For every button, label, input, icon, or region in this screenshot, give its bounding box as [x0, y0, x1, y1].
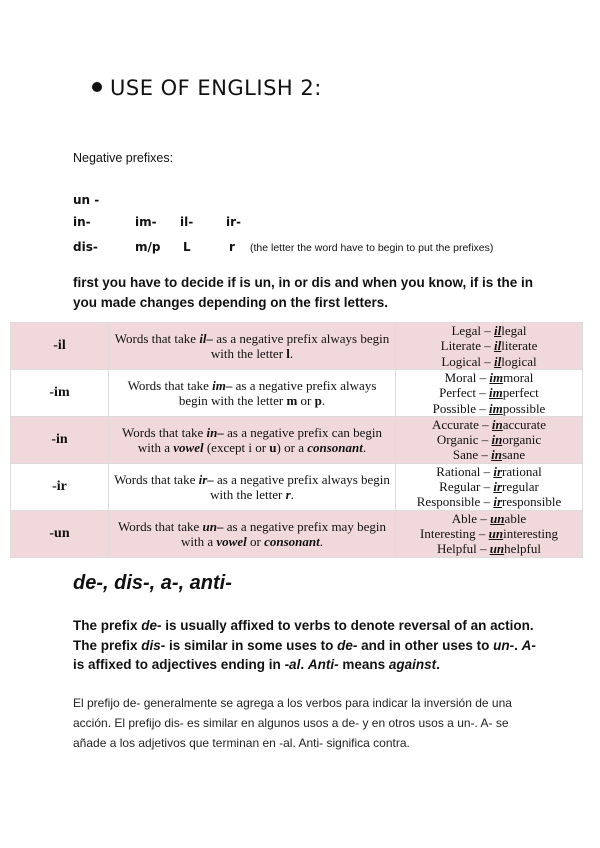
table-examples-cell: [396, 323, 583, 370]
description-text: as a negative prefix always begin with the letter: [210, 471, 390, 502]
table-prefix-cell: -ir: [11, 463, 109, 510]
letter-mp: m/p: [135, 240, 161, 254]
description-text: as a negative prefix may begin with a: [181, 518, 386, 549]
prefix-ir: ir-: [226, 215, 242, 229]
table-description-cell: [109, 510, 396, 557]
description-text: or: [297, 392, 315, 408]
example-base-word: Logical –: [441, 353, 495, 369]
example-prefix: il: [494, 338, 502, 354]
example-prefix: un: [489, 541, 505, 557]
example-prefix: ir: [493, 463, 502, 479]
description-text: u: [269, 439, 277, 455]
description-text: vowel: [173, 439, 204, 455]
table-row: [11, 370, 583, 417]
example-prefix: ir: [493, 494, 502, 510]
paragraph-text: -al: [284, 657, 301, 672]
example-root: moral: [503, 370, 534, 385]
example-prefix: in: [491, 432, 503, 448]
description-text: m: [286, 392, 298, 408]
prefix-in: in-: [73, 215, 91, 229]
description-text: il–: [199, 331, 214, 346]
description-text: as a negative prefix always begin with the letter: [178, 377, 377, 408]
description-text: consonant: [307, 439, 363, 455]
prefix-un: un -: [73, 193, 100, 207]
description-text: consonant: [264, 533, 320, 549]
example-base-word: Literate –: [440, 338, 495, 354]
paragraph-text: means: [338, 657, 389, 672]
instruction-text: first you have to decide if is un, in or dis and when you know, if is the in you made changes depending on the first letters.: [73, 275, 534, 310]
prefix-dis: dis-: [73, 240, 98, 254]
example-prefix: un: [490, 510, 505, 526]
table-row: [11, 416, 583, 463]
example-word: [396, 417, 582, 432]
example-base-word: Interesting –: [420, 525, 489, 541]
example-root: accurate: [502, 416, 547, 432]
description-text: .: [290, 486, 294, 502]
example-prefix: im: [489, 370, 504, 385]
paragraph-text: The prefix: [73, 618, 142, 633]
example-root: regular: [502, 479, 539, 495]
example-root: perfect: [502, 385, 539, 401]
example-root: responsible: [502, 494, 562, 510]
example-base-word: Able –: [451, 510, 491, 526]
example-base-word: Helpful –: [436, 541, 490, 557]
prefix-im: im-: [135, 215, 157, 229]
example-root: possible: [502, 400, 546, 416]
example-word: [396, 401, 582, 416]
description-text: vowel: [216, 533, 247, 549]
paragraph-text: is affixed to adjectives ending in: [73, 657, 285, 672]
table-row: [11, 510, 583, 557]
description-text: .: [319, 533, 323, 549]
example-prefix: il: [494, 323, 502, 339]
example-base-word: Legal –: [451, 323, 495, 339]
paragraph-text: .: [514, 637, 522, 653]
table-prefix-cell: -il: [11, 323, 109, 370]
description-text: as a negative prefix always begin with the letter: [210, 331, 390, 361]
prefix-note: (the letter the word have to begin to put the prefixes): [250, 242, 494, 254]
prefix-il: il-: [180, 215, 194, 229]
description-text: Words that take: [118, 518, 203, 534]
example-root: logical: [501, 353, 537, 369]
example-base-word: Organic –: [436, 432, 492, 448]
page-title: [92, 76, 322, 100]
paragraph-text: is usually affixed to verbs to denote reversal of an action. The prefix: [73, 618, 534, 653]
paragraph-text: and in other uses to: [357, 637, 494, 653]
example-word: [396, 541, 582, 556]
example-word: [396, 447, 582, 462]
example-word: [396, 526, 582, 541]
spanish-paragraph: El prefijo de- generalmente se agrega a los verbos para indicar la inversión de una acción. El prefijo dis- es similar en algunos usos a de- y en otros usos a un-. A- se añade a los adjetivos que terminan en -al. Anti- significa contra.: [73, 696, 512, 750]
description-text: l: [286, 346, 290, 361]
prefix-table-body: [11, 323, 583, 558]
table-description-cell: [109, 370, 396, 417]
example-prefix: il: [494, 353, 502, 369]
example-base-word: Responsible –: [416, 494, 494, 510]
description-text: in–: [206, 424, 224, 440]
page-title-text: USE OF ENGLISH 2:: [110, 76, 322, 100]
table-description-cell: [109, 323, 396, 370]
example-prefix: in: [491, 447, 502, 463]
description-text: Words that take: [127, 377, 213, 393]
example-word: [396, 494, 582, 509]
example-word: [396, 385, 582, 400]
description-text: ) or a: [276, 439, 308, 455]
description-text: Words that take: [114, 331, 200, 346]
paragraph-text: against: [388, 657, 437, 672]
example-base-word: Perfect –: [439, 385, 489, 401]
description-text: or: [246, 533, 265, 549]
table-description-cell: [109, 463, 396, 510]
example-root: sane: [502, 447, 526, 463]
example-base-word: Accurate –: [431, 416, 492, 432]
example-word: [396, 511, 582, 526]
example-word: [396, 370, 582, 385]
example-word: [396, 432, 582, 447]
example-root: rational: [502, 463, 542, 479]
section-title: de-, dis-, a-, anti-: [73, 572, 232, 594]
description-text: p: [314, 392, 322, 408]
example-root: able: [504, 510, 527, 526]
example-base-word: Moral –: [444, 370, 490, 385]
example-word: [396, 354, 582, 369]
example-prefix: ir: [493, 479, 502, 495]
letter-l: L: [183, 240, 191, 254]
table-description-cell: [109, 416, 396, 463]
example-root: literate: [501, 338, 538, 354]
description-text: im–: [212, 377, 233, 393]
negative-prefixes-heading: Negative prefixes:: [73, 151, 174, 165]
description-text: r: [285, 486, 291, 502]
example-root: helpful: [504, 541, 541, 557]
example-prefix: im: [488, 385, 503, 401]
example-root: legal: [501, 323, 527, 339]
example-root: interesting: [503, 525, 558, 541]
example-prefix: un: [488, 525, 504, 541]
description-text: Words that take: [122, 424, 207, 440]
table-examples-cell: [396, 510, 583, 557]
example-word: [396, 323, 582, 338]
table-row: [11, 463, 583, 510]
description-text: .: [321, 392, 326, 408]
table-prefix-cell: -im: [11, 370, 109, 417]
example-root: organic: [502, 432, 542, 448]
table-examples-cell: [396, 416, 583, 463]
paragraph-text: .: [300, 657, 308, 672]
example-base-word: Sane –: [452, 447, 492, 463]
description-text: un–: [202, 518, 224, 534]
description-text: .: [362, 439, 367, 455]
table-row: [11, 323, 583, 370]
paragraph-text: .: [436, 657, 440, 672]
description-text: as a negative prefix can begin with a: [137, 424, 382, 455]
paragraph-text: un-: [493, 637, 515, 653]
description-text: Words that take: [114, 471, 199, 487]
letter-r: r: [229, 240, 235, 254]
paragraph-text: de-: [337, 637, 358, 653]
paragraph-text: A-: [521, 637, 536, 653]
example-word: [396, 479, 582, 494]
description-text: ir–: [198, 471, 214, 487]
example-prefix: im: [488, 400, 503, 416]
paragraph-text: de-: [141, 618, 162, 633]
table-prefix-cell: -un: [11, 510, 109, 557]
example-base-word: Regular –: [439, 479, 494, 495]
paragraph-text: is similar in some uses to: [165, 637, 338, 653]
paragraph-text: dis-: [141, 637, 166, 653]
description-text: (except i or: [203, 439, 270, 455]
table-examples-cell: [396, 463, 583, 510]
description-text: .: [289, 346, 294, 361]
table-prefix-cell: -in: [11, 416, 109, 463]
example-base-word: Possible –: [432, 400, 489, 416]
example-base-word: Rational –: [436, 463, 494, 479]
example-word: [396, 464, 582, 479]
example-word: [396, 338, 582, 353]
table-examples-cell: [396, 370, 583, 417]
bullet-icon: [92, 82, 102, 92]
english-paragraph: [73, 616, 543, 675]
example-prefix: in: [491, 416, 503, 432]
prefix-table: [10, 322, 583, 558]
paragraph-text: Anti-: [307, 657, 339, 672]
